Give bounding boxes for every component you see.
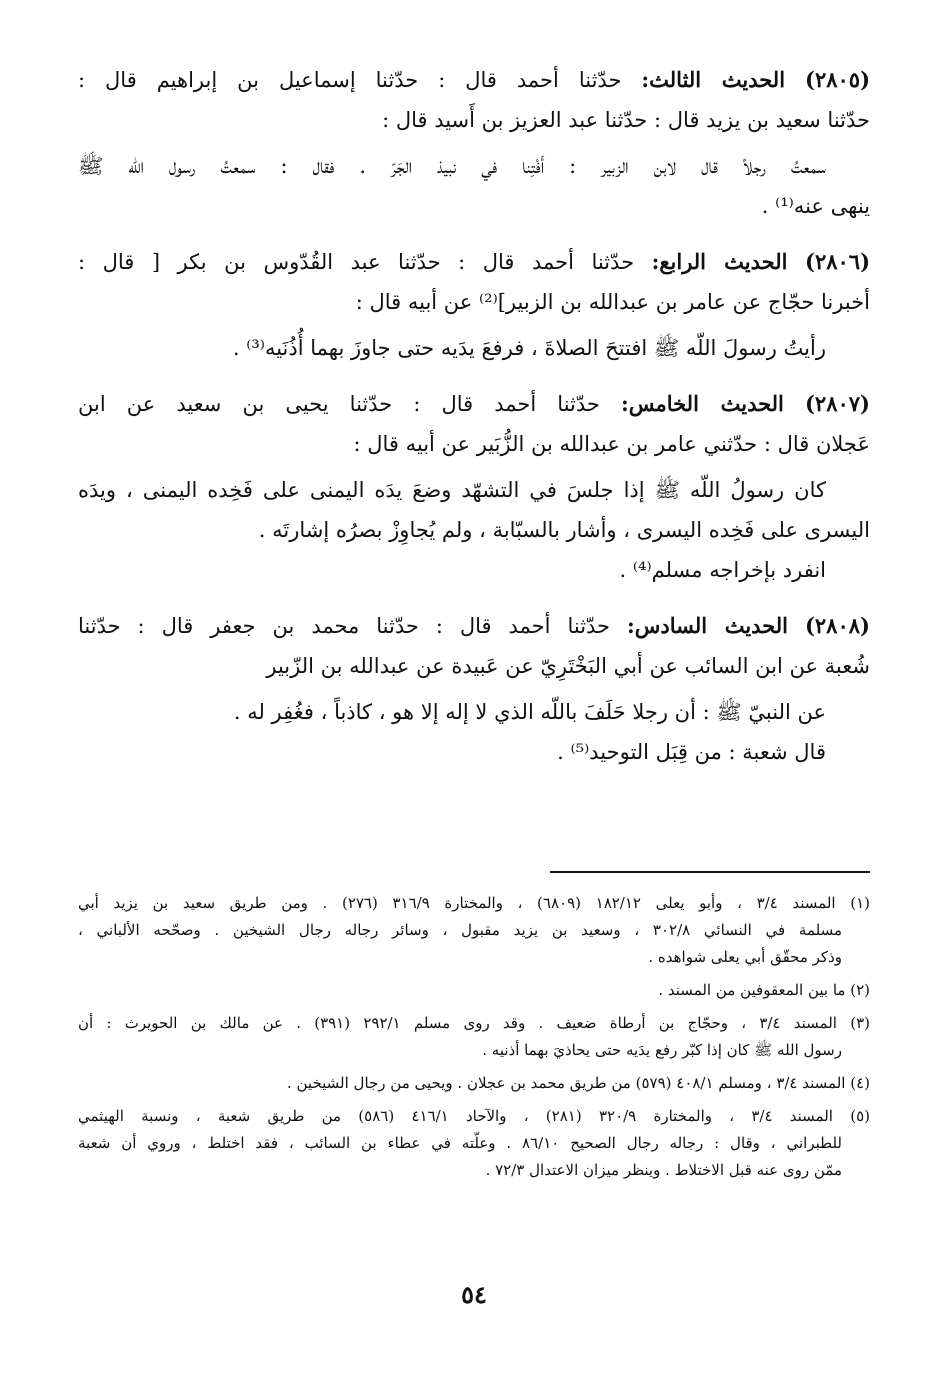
hadith-entry <box>78 60 870 226</box>
isnad-line: أخبرنا حجّاج عن عامر بن عبدالله بن الزبير]⁽²⁾ عن أبيه قال : <box>355 290 870 314</box>
hadith-number: (٢٨٠٦) <box>805 249 870 274</box>
matn-block <box>78 328 870 368</box>
hadith-note <box>78 550 870 590</box>
main-text <box>78 60 870 788</box>
hadith-number: (٢٨٠٧) <box>804 391 870 416</box>
footnote-line: (٣) المسند ٣/٤ ، وحجّاج بن أرطاة ضعيف . وقد روى مسلم ٢٩٢/١ (٣٩١) . عن مالك بن الحويرث : أن <box>78 1014 870 1032</box>
hadith-number: (٢٨٠٨) <box>804 613 870 638</box>
footnotes <box>78 890 870 1190</box>
footnote-line: للطبراني ، وقال : رجاله رجال الصحيح ٨٦/١٠ . وعلّته في عطاء بن السائب ، فقد اختلط ، وروي أن شعبة <box>78 1134 842 1152</box>
hadith-number: (٢٨٠٥) <box>805 67 870 92</box>
matn-block <box>78 470 870 550</box>
isnad-line: حدّثنا سعيد بن يزيد قال : حدّثنا عبد العزيز بن أَسيد قال : <box>382 108 870 132</box>
page-number: ٥٤ <box>461 1280 487 1309</box>
footnote-line: (٥) المسند ٣/٤ ، والمختارة ٣٢٠/٩ (٢٨١) ، والآحاد ٤١٦/١ (٥٨٦) من طريق شعبة ، ونسبة الهيثمي <box>78 1107 870 1125</box>
hadith-header-line <box>78 242 870 282</box>
isnad-line: شُعبة عن ابن السائب عن أبي البَخْتَرِيّ عن عَبيدة عن عبدالله بن الزّبير <box>266 654 870 678</box>
hadith-title: الحديث الثالث: <box>641 67 786 92</box>
footnote-separator <box>550 871 870 873</box>
isnad-line: عَجلان قال : حدّثني عامر بن عبدالله بن الزُّبَير عن أبيه قال : <box>353 432 870 456</box>
isnad-text: حدّثنا أحمد قال : حدّثنا عبد القُدّوس بن بكر [ قال : <box>78 250 635 274</box>
footnote-line: (٢) ما بين المعقوفين من المسند . <box>658 981 870 999</box>
hadith-title: الحديث الخامس: <box>620 391 784 416</box>
footnote-line: ممّن روى عنه قبل الاختلاط . وينظر ميزان الاعتدال ٧٢/٣ . <box>485 1161 842 1179</box>
isnad-text: حدّثنا أحمد قال : حدّثنا يحيى بن سعيد عن ابن <box>78 392 600 416</box>
footnote <box>78 977 870 1004</box>
matn-block <box>78 692 870 732</box>
hadith-note <box>78 732 870 772</box>
hadith-entry <box>78 384 870 590</box>
footnote-line: (١) المسند ٣/٤ ، وأبو يعلى ١٨٢/١٢ (٦٨٠٩) ، والمختارة ٣١٦/٩ (٢٧٦) . ومن طريق سعيد بن يزيد أبي <box>78 894 870 912</box>
footnote <box>78 1103 870 1184</box>
hadith-header-line <box>78 60 870 100</box>
footnote-line: (٤) المسند ٣/٤ ، ومسلم ٤٠٨/١ (٥٧٩) من طريق محمد بن عجلان . ويحيى من رجال الشيخين . <box>286 1074 870 1092</box>
hadith-title: الحديث الرابع: <box>651 249 788 274</box>
matn-block <box>78 146 870 226</box>
footnote <box>78 1010 870 1064</box>
note-line: قال شعبة : من قِبَل التوحيد⁽⁵⁾ . <box>557 740 826 764</box>
matn-line: كان رسولُ اللّه ﷺ إذا جلسَ في التشهّد وضعَ يدَه اليمنى على فَخِده اليمنى ، ويدَه <box>78 478 826 502</box>
footnote <box>78 1070 870 1097</box>
matn-line: ينهى عنه⁽¹⁾ . <box>761 194 870 218</box>
hadith-entry <box>78 606 870 772</box>
note-line: انفرد بإخراجه مسلم⁽⁴⁾ . <box>619 558 826 582</box>
footnote-line: وذكر محقّق أبي يعلى شواهده . <box>648 948 842 966</box>
matn-line: عن النبيّ ﷺ : أن رجلا حَلَفَ باللّه الذي لا إله إلا هو ، كاذباً ، فغُفِر له . <box>233 700 826 724</box>
footnote <box>78 890 870 971</box>
isnad-text: حدّثنا أحمد قال : حدّثنا إسماعيل بن إبراهيم قال : <box>78 68 622 92</box>
isnad-text: حدّثنا أحمد قال : حدّثنا محمد بن جعفر قال : حدّثنا <box>78 614 611 638</box>
footnote-line: رسول الله ﷺ كان إذا كبّر رفع يدَيه حتى يحاذيَ بهما أذنيه . <box>482 1041 842 1059</box>
hadith-header-line <box>78 384 870 424</box>
footnote-line: مسلمة في النسائي ٣٠٢/٨ ، وسعيد بن يزيد مقبول ، وسائر رجاله رجال الشيخين . وصحّحه الألباني ، <box>78 921 842 939</box>
matn-line: رأيتُ رسولَ اللّه ﷺ افتتحَ الصلاةَ ، فرفعَ يدَيه حتى جاوزَ بهما أُذُنَيه⁽³⁾ . <box>232 336 826 360</box>
matn-line: اليسرى على فَخِده اليسرى ، وأشار بالسبّابة ، ولم يُجاوِزْ بصرُه إشارتَه . <box>258 518 870 542</box>
hadith-entry <box>78 242 870 368</box>
hadith-header-line <box>78 606 870 646</box>
hadith-title: الحديث السادس: <box>627 613 788 638</box>
matn-line: سمعتُ رجلاً قال لابن الزبير : أَفْتِنا في نبيذ الجَرّ . فقال : سمعتُ رسول اللّه ﷺ <box>78 154 826 178</box>
